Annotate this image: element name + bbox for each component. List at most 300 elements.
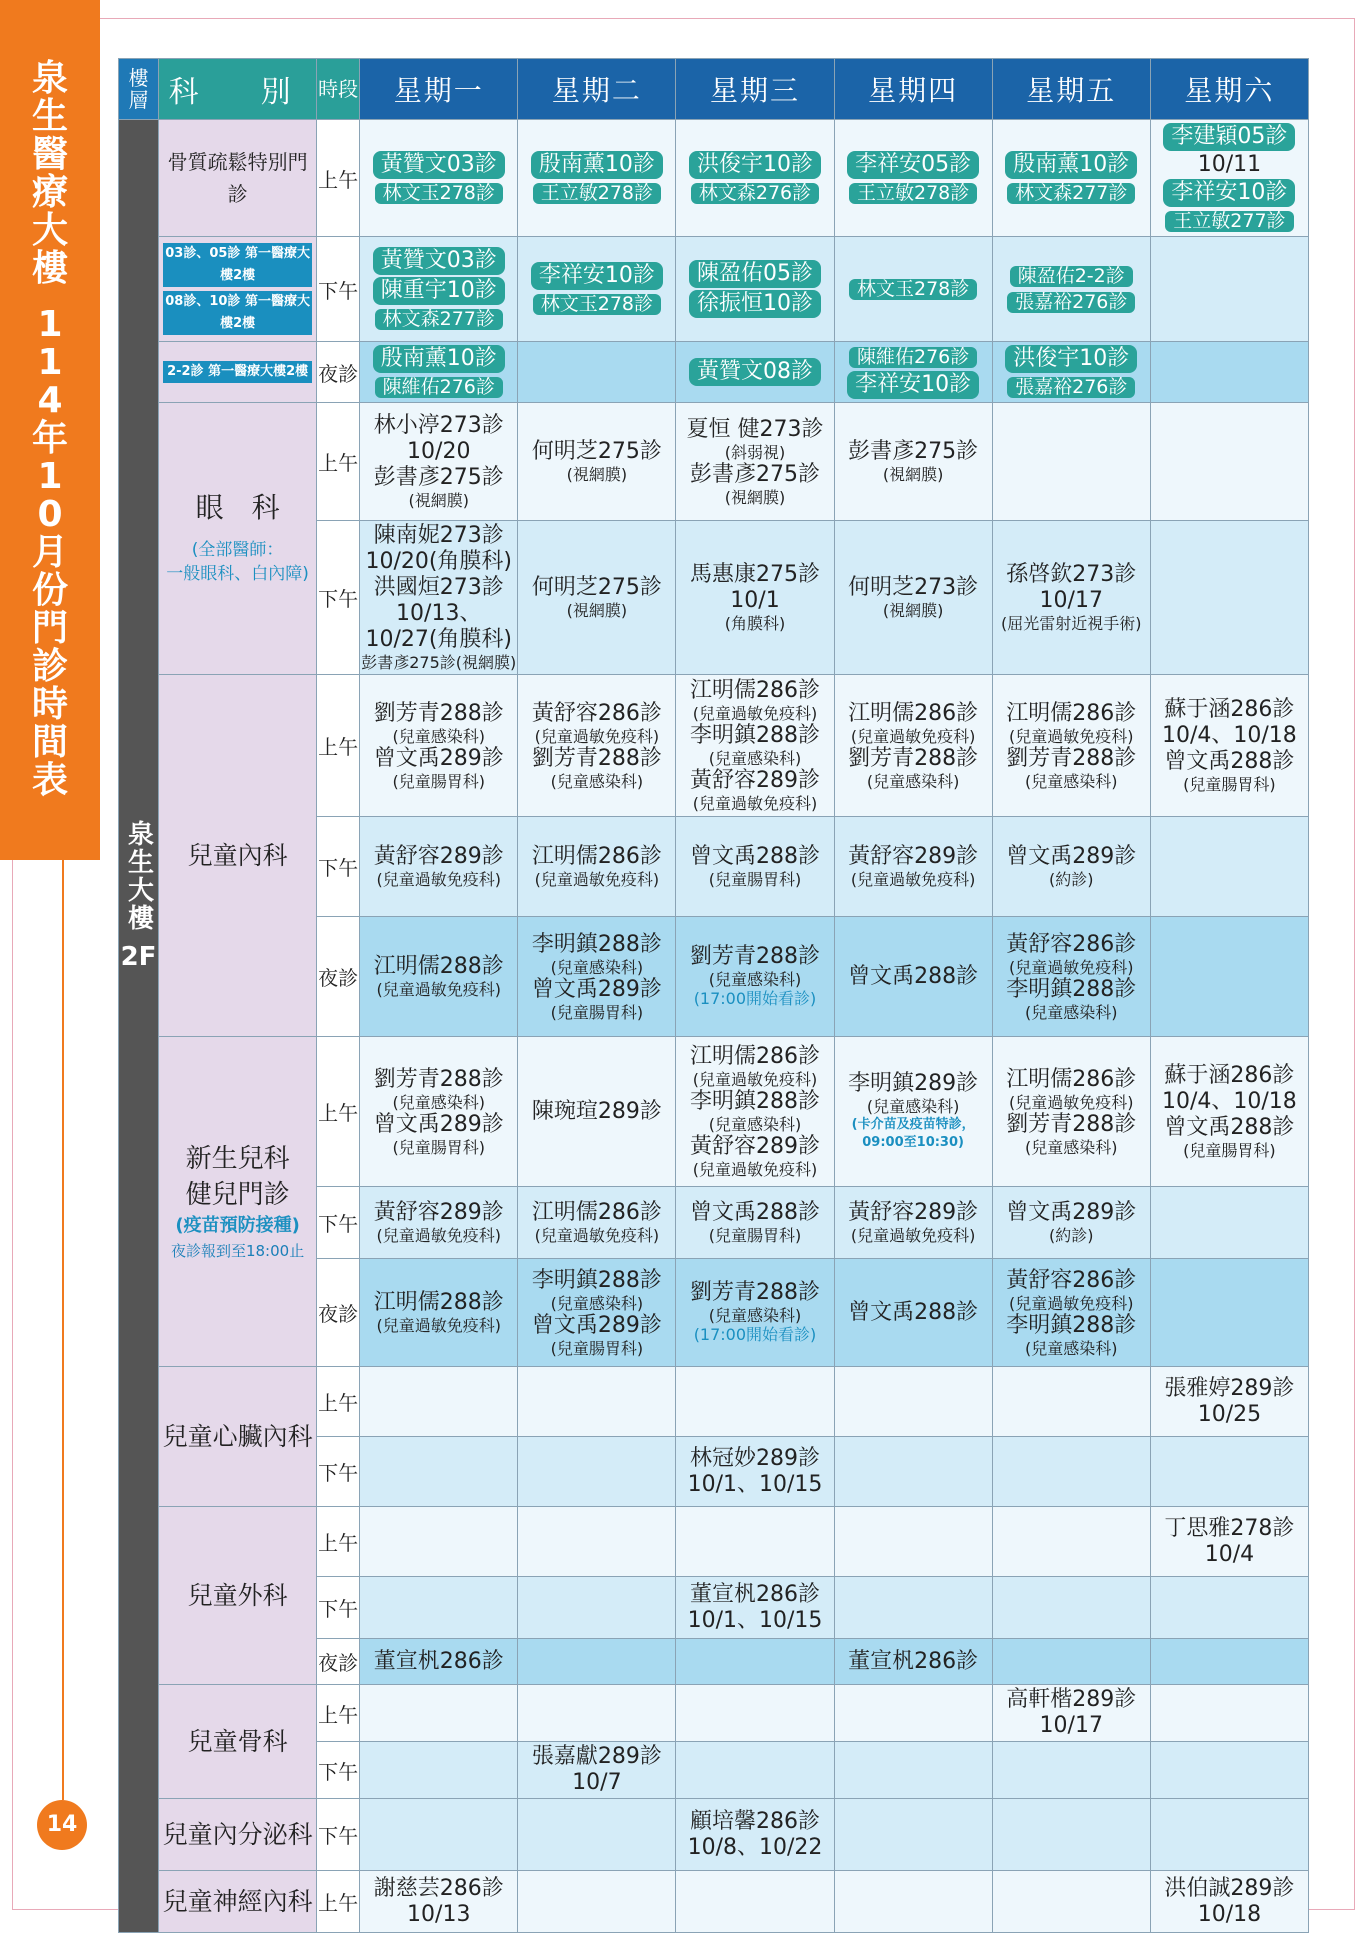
schedule-cell [676,1577,834,1639]
cell-line: 李明鎮289診 [848,1071,979,1096]
clinic-tag-wrap [519,150,674,180]
schedule-cell [360,1639,518,1685]
cell-line: (兒童感染科) [392,1092,485,1112]
clinic-tag: 洪俊宇10診 [689,151,821,179]
location-label: 2-2診 第一醫療大樓2樓 [163,361,312,383]
dept-bone-location [159,342,317,403]
clinic-tag: 洪俊宇10診 [1005,345,1137,373]
clinic-tag: 殷南薰10診 [373,345,505,373]
cell-line: 馬惠康275診 [690,562,820,587]
cell-line: 10/4、10/18 [1162,723,1297,748]
schedule-cell [676,1259,834,1367]
sidebar-title-char: 1 [37,342,63,383]
schedule-cell [834,1259,992,1367]
cell-line: (兒童腸胃科) [392,771,485,791]
schedule-cell [834,1799,992,1871]
schedule-cell [676,1187,834,1259]
clinic-tag: 陳盈佑05診 [689,260,821,288]
schedule-cell [518,1577,676,1639]
cell-line: 江明儒286診 [531,1200,662,1225]
schedule-cell [360,1437,518,1507]
cell-line: 劉芳青288診 [690,1280,820,1305]
dept-bone: 骨質疏鬆特別門診 [159,120,317,237]
schedule-cell [1150,237,1308,342]
clinic-tag: 林文森277診 [375,309,503,330]
schedule-cell [676,1799,834,1871]
schedule-cell [518,1507,676,1577]
schedule-cell [992,817,1150,917]
dept-note: (全部醫師： [191,539,284,560]
cell-line: (約診) [1049,1226,1094,1245]
schedule-cell [676,1639,834,1685]
time-slot-pm: 下午 [317,1437,360,1507]
cell-line: (17:00開始看診) [693,1325,817,1344]
cell-line: 黃舒容289診 [373,844,504,869]
schedule-cell [518,1187,676,1259]
cell-line: 10/1、10/15 [687,1607,823,1633]
time-slot-am: 上午 [317,1507,360,1577]
schedule-cell [834,1507,992,1577]
cell-line: (兒童過敏免疫科) [376,980,501,999]
schedule-cell [518,817,676,917]
clinic-tag: 張嘉裕276診 [1007,377,1135,398]
cell-line: 謝慈芸286診10/13 [373,1875,504,1927]
time-slot-am: 上午 [317,403,360,521]
clinic-tag-wrap [994,263,1149,289]
schedule-cell [1150,1577,1308,1639]
header-dept: 科 別 [159,59,317,120]
cell-line: (兒童感染科) [1025,1137,1118,1157]
cell-line: 李明鎮288診 [1006,976,1137,1002]
schedule-cell [518,1871,676,1933]
dept-ortho: 兒童骨科 [159,1685,317,1799]
schedule-row [119,403,1309,521]
cell-line: (兒童感染科) [1025,1002,1118,1022]
schedule-row [119,1367,1309,1437]
schedule-row [119,1871,1309,1933]
schedule-cell [518,1685,676,1742]
header-row [119,59,1309,120]
schedule-cell [518,675,676,817]
sidebar-title-char: 年 [31,418,68,459]
schedule-cell [1150,1799,1308,1871]
cell-line: (兒童過敏免疫科) [692,794,818,813]
schedule-cell [518,1037,676,1187]
cell-line: 江明儒286診 [690,1044,820,1069]
cell-line: 曾文禹289診 [373,1111,504,1137]
clinic-tag: 黃贊文08診 [689,358,821,386]
schedule-cell [834,1577,992,1639]
time-slot-pm: 下午 [317,237,360,342]
cell-line: 江明儒286診 [690,678,820,703]
schedule-cell [360,1367,518,1437]
cell-line: (兒童過敏免疫科) [692,1160,818,1179]
clinic-tag-wrap [836,150,991,180]
clinic-tag-wrap [994,344,1149,374]
schedule-cell [360,1259,518,1367]
header-day-thu: 星期四 [834,59,992,120]
clinic-tag: 林文玉278診 [849,279,977,300]
cell-line: 何明芝275診 [531,439,662,464]
cell-line: (兒童感染科) [708,749,802,768]
cell-line: 林小渟273診 [373,413,504,438]
dept-ped: 兒童內科 [159,675,317,1037]
cell-line: (視網膜) [408,491,469,510]
time-slot-nt: 夜診 [317,342,360,403]
header-floor: 樓層 [119,59,159,120]
sidebar-title-char: 門 [31,608,68,649]
clinic-tag-wrap [519,291,674,317]
schedule-cell [992,1742,1150,1799]
cell-line: 曾文禹289診 [531,1312,662,1338]
clinic-tag: 林文森277診 [1007,183,1135,204]
clinic-tag-wrap [677,150,832,180]
cell-line: (兒童過敏免疫科) [692,1070,818,1089]
sidebar-title-char: 表 [31,760,68,801]
schedule-cell [360,1507,518,1577]
time-slot-nt: 夜診 [317,1639,360,1685]
cell-line: 黃舒容289診 [373,1200,504,1225]
cell-line: 董宣杋286診 [690,1581,820,1607]
schedule-cell [992,1259,1150,1367]
schedule-cell [676,1367,834,1437]
cell-line: 10/1 [730,588,780,613]
page-number: 14 [37,1800,87,1850]
schedule-cell [834,1639,992,1685]
clinic-tag-wrap [677,180,832,206]
clinic-tag-wrap [677,259,832,289]
time-slot-am: 上午 [317,675,360,817]
cell-line: (兒童腸胃科) [1183,1141,1276,1160]
schedule-cell [992,1639,1150,1685]
cell-line: 董宣杋286診 [848,1648,979,1674]
schedule-row [119,675,1309,817]
schedule-cell [676,1037,834,1187]
schedule-cell [360,917,518,1037]
schedule-cell [1150,1685,1308,1742]
schedule-cell [360,1799,518,1871]
time-slot-pm: 下午 [317,1742,360,1799]
schedule-cell [1150,917,1308,1037]
cell-line: 江明儒286診 [531,844,662,869]
sidebar-title-char: 大 [31,210,68,251]
cell-line: 黃舒容289診 [848,844,979,869]
header-time: 時段 [317,59,360,120]
cell-line: (兒童感染科) [866,1097,960,1116]
dept-newborn [159,1037,317,1367]
time-slot-nt: 夜診 [317,1259,360,1367]
cell-line: 劉芳青288診 [373,700,504,726]
schedule-cell [1150,1187,1308,1259]
schedule-cell [992,342,1150,403]
cell-line: 10/20 [407,439,471,464]
sidebar-title-char: 4 [37,380,63,421]
cell-line: (約診) [1049,870,1094,889]
clinic-tag-wrap [361,246,516,276]
cell-line: 黃舒容286診 [1006,931,1137,957]
cell-line: 彭書彥275診 [848,439,979,464]
cell-line: 黃舒容286診 [1006,1267,1137,1293]
schedule-cell [834,1187,992,1259]
cell-line: 曾文禹288診 [690,844,820,869]
cell-line: 彭書彥275診 [690,461,820,487]
clinic-tag-wrap [994,150,1149,180]
sidebar-title-char: 診 [31,646,68,687]
schedule-cell [518,1259,676,1367]
cell-line: 張嘉獻289診10/7 [531,1744,662,1795]
schedule-cell [360,1742,518,1799]
schedule-cell [518,237,676,342]
schedule-cell [992,1037,1150,1187]
cell-line: (兒童過敏免疫科) [534,870,660,889]
cell-line: 曾文禹289診 [1006,1200,1137,1225]
cell-line: 李明鎮288診 [690,1089,820,1114]
clinic-tag-wrap [1152,208,1307,234]
dept-name: 眼 科 [195,490,280,524]
cell-line: 彭書彥275診(視網膜) [361,653,517,672]
cell-line: 何明芝275診 [531,575,662,600]
cell-line: (兒童過敏免疫科) [850,726,976,746]
schedule-cell [518,1437,676,1507]
cell-line: (兒童過敏免疫科) [850,870,976,889]
time-slot-nt: 夜診 [317,917,360,1037]
dept-note: 一般眼科、白內障) [166,563,309,584]
cell-line: 張雅婷289診 [1164,1375,1295,1401]
cell-line: 黃舒容289診 [848,1200,979,1225]
time-slot-pm: 下午 [317,521,360,675]
dept-endo: 兒童內分泌科 [159,1799,317,1871]
schedule-row [119,1799,1309,1871]
clinic-tag-wrap [994,374,1149,400]
clinic-tag-wrap [361,374,516,400]
cell-line: 曾文禹289診 [531,976,662,1002]
clinic-tag: 李建穎05診 [1163,123,1295,151]
time-slot-pm: 下午 [317,817,360,917]
cell-line: (兒童過敏免疫科) [1009,957,1134,977]
clinic-tag-wrap [677,357,832,387]
schedule-cell [360,120,518,237]
cell-line: 10/20(角膜科) [365,549,513,574]
schedule-cell [676,521,834,675]
schedule-cell [992,1437,1150,1507]
cell-line: 陳南妮273診 [373,523,504,548]
schedule-cell [992,1577,1150,1639]
schedule-cell [1150,521,1308,675]
sidebar-title-char: 時 [31,684,68,725]
cell-line: 10/4 [1204,1541,1255,1567]
time-slot-am: 上午 [317,1685,360,1742]
cell-line: 10/13、10/27(角膜科) [365,601,513,652]
cell-line: 黃舒容289診 [690,1134,820,1159]
cell-line: 劉芳青288診 [690,944,820,969]
clinic-tag: 陳盈佑2-2診 [1010,266,1133,287]
cell-line: (兒童腸胃科) [550,1002,644,1022]
clinic-tag: 林文森276診 [691,183,819,204]
cell-line: (兒童腸胃科) [708,870,802,889]
schedule-row [119,120,1309,237]
cell-line: 洪國烜273診 [373,575,504,600]
schedule-cell [360,342,518,403]
header-day-wed: 星期三 [676,59,834,120]
cell-line: 曾文禹288診 [848,963,979,989]
cell-line: (視網膜) [882,601,944,620]
schedule-cell [992,1507,1150,1577]
clinic-tag: 李祥安10診 [1163,179,1295,207]
cell-line: 劉芳青288診 [1006,1111,1137,1137]
header-day-tue: 星期二 [518,59,676,120]
schedule-cell [834,342,992,403]
clinic-tag-wrap [1152,178,1307,208]
schedule-cell [518,521,676,675]
schedule-cell [1150,1507,1308,1577]
cell-line: 10/11 [1197,152,1262,177]
clinic-tag-wrap [836,344,991,370]
time-slot-am: 上午 [317,1871,360,1933]
clinic-tag: 殷南薰10診 [1005,151,1137,179]
clinic-tag-wrap [361,180,516,206]
schedule-row [119,237,1309,342]
schedule-cell [834,403,992,521]
dept-note: (疫苗預防接種) [175,1214,300,1236]
dept-neuro: 兒童神經內科 [159,1871,317,1933]
schedule-cell [676,342,834,403]
cell-line: 丁思雅278診 [1164,1515,1295,1541]
schedule-cell [1150,675,1308,817]
cell-line: 10/17 [1039,588,1103,613]
sidebar-title-char: 泉 [31,58,68,99]
sidebar-title-char: 1 [37,456,63,497]
dept-note: 夜診報到至18:00止 [170,1241,305,1260]
cell-line: 10/4、10/18 [1162,1089,1297,1114]
cell-line: (角膜科) [724,614,786,633]
cell-line: (兒童過敏免疫科) [376,870,501,889]
schedule-cell [360,521,518,675]
cell-line: (視網膜) [566,465,628,484]
schedule-cell [518,1742,676,1799]
cell-line: 劉芳青288診 [373,1066,504,1092]
schedule-cell [1150,817,1308,917]
clinic-tag-wrap [1152,122,1307,152]
clinic-tag: 張嘉裕276診 [1007,292,1135,313]
cell-line: (視網膜) [724,487,786,507]
clinic-tag: 陳重宇10診 [373,277,505,305]
time-slot-am: 上午 [317,120,360,237]
cell-line: 顧培馨286診 [690,1808,820,1834]
schedule-cell [834,817,992,917]
clinic-tag: 殷南薰10診 [531,151,663,179]
cell-line: (兒童感染科) [866,771,960,791]
schedule-row [119,1507,1309,1577]
cell-line: 江明儒286診 [1006,1066,1137,1092]
dept-name: 健兒門診 [185,1179,290,1210]
schedule-cell [676,1437,834,1507]
cell-line: 江明儒288診 [373,1290,504,1315]
schedule-cell [992,1685,1150,1742]
cell-line: (兒童腸胃科) [1183,775,1276,794]
cell-line: 夏恒 健273診 [686,416,824,442]
cell-line: (兒童感染科) [1025,771,1118,791]
floor-label [119,120,159,1933]
time-slot-pm: 下午 [317,1799,360,1871]
schedule-cell [834,917,992,1037]
schedule-cell [1150,120,1308,237]
schedule-cell [834,1437,992,1507]
schedule-cell [834,1367,992,1437]
time-slot-am: 上午 [317,1037,360,1187]
schedule-cell [834,120,992,237]
cell-line: 曾文禹288診 [690,1200,820,1225]
cell-line: 10/25 [1197,1401,1262,1427]
clinic-tag: 徐振恒10診 [689,290,821,318]
sidebar-title-char: 樓 [31,248,68,289]
clinic-tag: 黃贊文03診 [373,151,505,179]
cell-line: 10/8、10/22 [687,1834,823,1860]
clinic-tag-wrap [836,276,991,302]
sidebar-title-char: 醫 [31,134,68,175]
clinic-tag-wrap [519,180,674,206]
cell-line: (兒童過敏免疫科) [534,1226,660,1245]
cell-line: 洪伯誠289診10/18 [1164,1875,1295,1927]
schedule-cell [992,1799,1150,1871]
cell-line: 林冠妙289診 [690,1445,820,1471]
schedule-cell [676,675,834,817]
schedule-row [119,1037,1309,1187]
sidebar-title-char: 療 [31,172,68,213]
schedule-cell [676,817,834,917]
cell-line: 曾文禹288診 [1164,1115,1295,1140]
schedule-cell [834,521,992,675]
schedule-cell [360,1577,518,1639]
schedule-cell [360,1037,518,1187]
clinic-tag-wrap [361,344,516,374]
schedule-cell [834,237,992,342]
cell-line: (兒童腸胃科) [708,1226,802,1245]
schedule-cell [1150,1037,1308,1187]
schedule-cell [518,1799,676,1871]
cell-line: 高軒楷289診10/17 [1006,1687,1137,1738]
time-slot-am: 上午 [317,1367,360,1437]
cell-line: 何明芝273診 [848,575,979,600]
cell-line: (兒童感染科) [392,726,485,746]
dept-name: 新生兒科 [185,1143,290,1174]
clinic-tag: 王立敏278診 [849,183,977,204]
schedule-cell [518,1639,676,1685]
cell-line: (兒童感染科) [550,771,644,791]
schedule-cell [992,1871,1150,1933]
cell-line: 李明鎮288診 [531,931,662,957]
schedule-cell [360,675,518,817]
cell-line: (兒童過敏免疫科) [850,1226,976,1245]
cell-line: 曾文禹288診 [1164,749,1295,774]
cell-line: (卡介苗及疫苗特診， [851,1117,975,1132]
cell-line: (兒童感染科) [550,957,644,977]
cell-line: (屈光雷射近視手術) [1001,614,1142,633]
schedule-cell [360,1187,518,1259]
time-slot-pm: 下午 [317,1187,360,1259]
schedule-table [118,58,1309,1933]
cell-line: 李明鎮288診 [531,1267,662,1293]
schedule-cell [676,403,834,521]
schedule-row [119,342,1309,403]
clinic-tag-wrap [677,289,832,319]
cell-line: (兒童感染科) [1025,1338,1118,1358]
schedule-cell [1150,1871,1308,1933]
cell-line: 劉芳青288診 [1006,745,1137,771]
location-label: 03診、05診 第一醫療大樓2樓 [163,243,312,287]
clinic-tag: 陳維佑276診 [375,377,503,398]
dept-cardio: 兒童心臟內科 [159,1367,317,1507]
schedule-cell [834,675,992,817]
